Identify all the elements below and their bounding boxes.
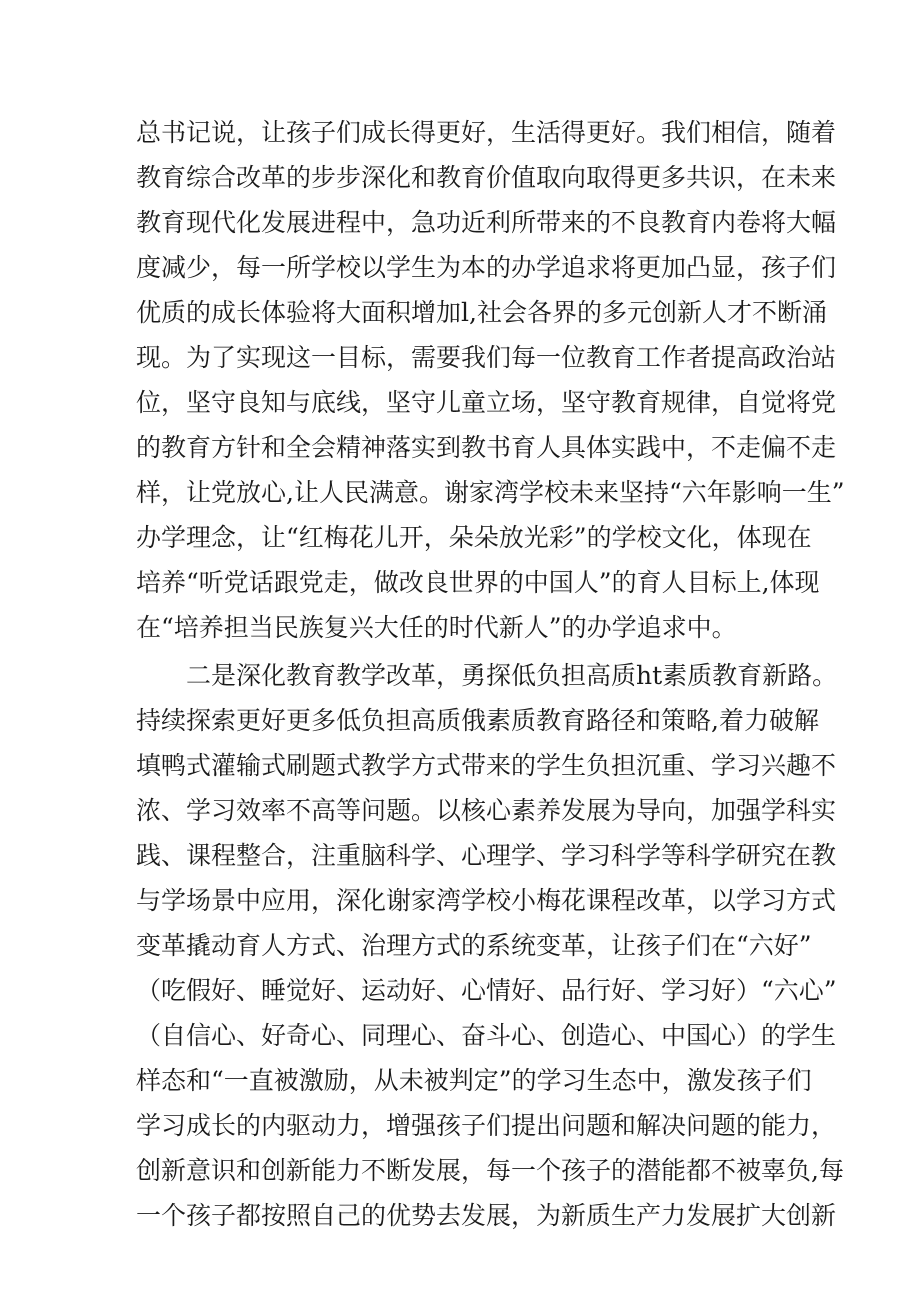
text-line: 教育现代化发展进程中，急功近利所带来的不良教育内卷将大幅 (136, 208, 837, 237)
text-line: 现。为了实现这一目标，需要我们每一位教育工作者提高政治站 (136, 343, 837, 372)
paragraph-heading-line: 二是深化教育教学改革，勇探低负担高质ht素质教育新路。 (186, 661, 838, 690)
text-line: （自信心、好奇心、同理心、奋斗心、创造心、中国心）的学生 (136, 1021, 837, 1050)
text-line: 变革撬动育人方式、治理方式的系统变革，让孩子们在“六好” (136, 931, 812, 960)
text-line: 浓、学习效率不高等问题。以核心素养发展为导向，加强学科实 (136, 796, 837, 825)
text-line: 教育综合改革的步步深化和教育价值取向取得更多共识，在未来 (136, 163, 837, 192)
text-line: 在“培养担当民族复兴大任的时代新人”的办学追求中。 (136, 613, 737, 642)
text-line: 填鸭式灌输式刷题式教学方式带来的学生负担沉重、学习兴趣不 (136, 751, 837, 780)
text-line: 度减少，每一所学校以学生为本的办学追求将更加凸显，孩子们 (136, 253, 837, 282)
text-line: 持续探索更好更多低负担高质俄素质教育路径和策略,着力破解 (136, 706, 819, 735)
text-line: 的教育方针和全会精神落实到教书育人具体实践中，不走偏不走 (136, 433, 837, 462)
text-line: 培养“听党话跟党走，做改良世界的中国人”的育人目标上,体现 (136, 568, 820, 597)
text-line: 样态和“一直被激励，从未被判定”的学习生态中，激发孩子们 (136, 1066, 812, 1095)
text-line: （吃假好、睡觉好、运动好、心情好、品行好、学习好）“六心” (136, 976, 837, 1005)
text-line: 位，坚守良知与底线，坚守儿童立场，坚守教育规律，自觉将党 (136, 388, 837, 417)
text-line: 学习成长的内驱动力，增强孩子们提出问题和解决问题的能力， (136, 1111, 837, 1140)
text-line: 样，让党放心,让人民满意。谢家湾学校未来坚持“六年影响一生” (136, 478, 845, 507)
text-line: 践、课程整合，注重脑科学、心理学、学习科学等科学研究在教 (136, 841, 837, 870)
text-line: 一个孩子都按照自己的优势去发展，为新质生产力发展扩大创新 (136, 1201, 837, 1230)
text-line: 办学理念，让“红梅花儿开，朵朵放光彩”的学校文化，体现在 (136, 523, 812, 552)
text-line: 总书记说，让孩子们成长得更好，生活得更好。我们相信，随着 (136, 118, 837, 147)
text-line: 创新意识和创新能力不断发展，每一个孩子的潜能都不被辜负,每 (136, 1156, 844, 1185)
text-line: 优质的成长体验将大面积增加l,社会各界的多元创新人才不断涌 (136, 298, 827, 327)
text-line: 与学场景中应用，深化谢家湾学校小梅花课程改革，以学习方式 (136, 886, 837, 915)
